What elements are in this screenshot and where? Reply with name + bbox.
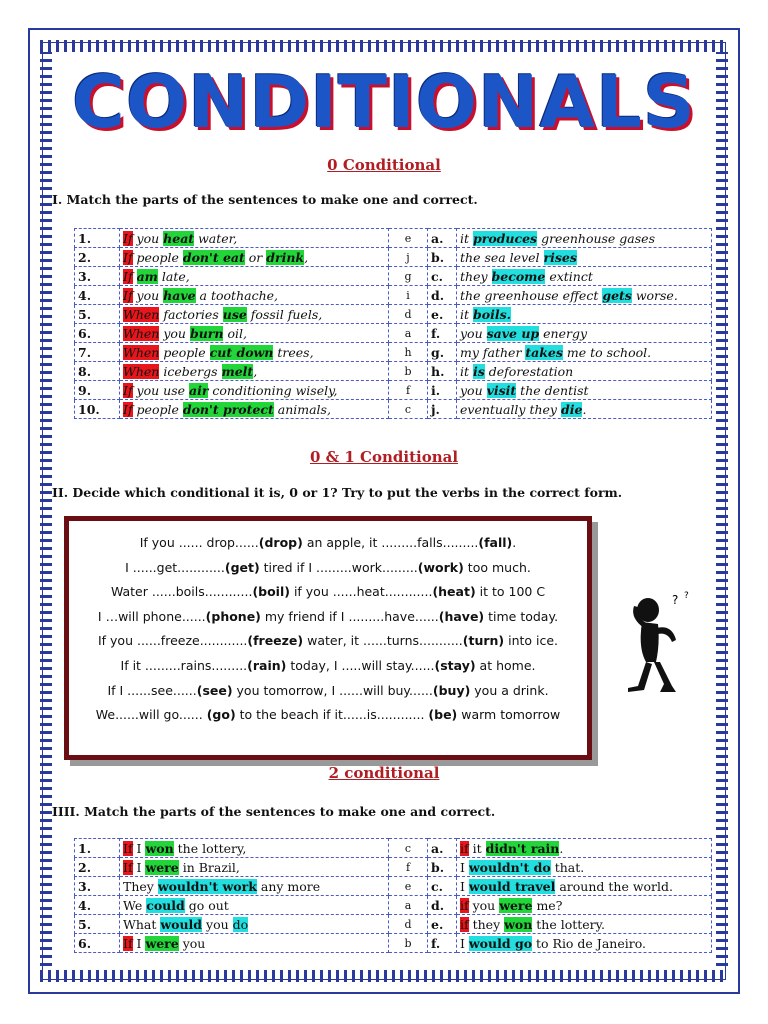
sentence-part: if you ......heat............ [289,584,433,600]
sentence-part: I [132,935,146,951]
table-row [75,839,712,858]
sentence-part: If I ......see...... [107,682,197,698]
svg-text:?: ? [684,591,689,601]
sentence-part: were [145,859,179,875]
sentence-part: If you ...... drop...... [139,535,259,550]
sentence-part: cut down [209,344,274,360]
sentence-part: the greenhouse effect [460,287,603,303]
sentence-start [120,400,389,419]
sentence-part: We [123,897,147,913]
sentence-start [120,381,389,400]
table-row [75,915,712,934]
option-letter: c. [428,877,457,896]
sentence-part: worse. [631,287,678,303]
sentence-part: If [123,382,133,398]
row-number: 2. [75,248,120,267]
table-row [75,896,712,915]
row-number: 6. [75,934,120,953]
sentence-part: late, [157,268,190,284]
thinking-person-icon [620,588,700,698]
exercise-sentence [69,654,587,679]
answer-cell[interactable]: j [389,248,428,267]
verb-prompt: (have) [438,608,485,624]
sentence-start [120,343,389,362]
match-table-2 [74,838,712,953]
option-letter: a. [428,839,457,858]
answer-cell[interactable]: g [389,267,428,286]
sentence-start [120,229,389,248]
verb-prompt: (rain) [247,657,287,673]
sentence-part: in Brazil, [178,859,240,875]
sentence-part: the lottery. [532,916,606,932]
sentence-part: would [160,916,203,932]
row-number: 5. [75,915,120,934]
option-letter: b. [428,858,457,877]
sentence-part: people [159,344,210,360]
section-heading-0-conditional: 0 Conditional [327,156,441,174]
answer-cell[interactable]: d [389,915,428,934]
sentence-part: takes [525,344,563,360]
exercise-sentence [69,629,587,654]
match-table-1 [74,228,712,419]
sentence-part: you [468,897,500,913]
table-row [75,381,712,400]
row-number: 5. [75,305,120,324]
sentence-end [457,858,712,877]
sentence-part: They [123,878,158,894]
sentence-part: an apple, it .........falls......... [302,535,479,550]
sentence-part: If you ......freeze............ [97,633,248,649]
sentence-part: were [145,935,179,951]
sentence-part: the lottery, [173,840,247,856]
answer-cell[interactable]: h [389,343,428,362]
sentence-part: you use [132,382,189,398]
answer-cell[interactable]: b [389,934,428,953]
sentence-part: could [146,897,185,913]
sentence-part: me to school. [562,344,652,360]
sentence-part: would travel [468,878,556,894]
sentence-part: me? [532,897,563,913]
sentence-part: won [145,840,174,856]
sentence-part: fossil fuels, [246,306,323,322]
row-number: 3. [75,877,120,896]
sentence-part: you [159,325,190,341]
sentence-part: water, it ......turns........... [303,633,463,649]
sentence-part: you a drink. [470,682,549,698]
sentence-part: tired if I .........work......... [259,559,418,575]
sentence-end [457,229,712,248]
sentence-part: , [253,363,258,379]
exercise-sentence [69,556,587,581]
row-number: 8. [75,362,120,381]
option-letter: f. [428,934,457,953]
sentence-part: If [123,268,133,284]
verb-prompt: (work) [417,559,464,575]
section-heading-2-conditional: 2 conditional [328,764,440,782]
answer-cell[interactable]: c [389,839,428,858]
sentence-part: you [178,935,206,951]
sentence-part: they [468,916,505,932]
sentence-start [120,286,389,305]
answer-cell[interactable]: a [389,896,428,915]
sentence-part: you [460,325,487,341]
sentence-part: time today. [484,608,559,624]
sentence-part: drink [266,249,305,265]
sentence-part: save up [486,325,540,341]
sentence-end [457,934,712,953]
answer-cell[interactable]: d [389,305,428,324]
verb-prompt: (stay) [434,657,476,673]
sentence-part: they [460,268,492,284]
sentence-part: or [244,249,267,265]
sentence-part: the sea level [460,249,544,265]
verb-prompt: (get) [224,559,260,575]
sentence-part: I [460,935,469,951]
sentence-part: , [304,249,309,265]
sentence-end [457,267,712,286]
sentence-start [120,839,389,858]
table-row [75,305,712,324]
option-letter: a. [428,229,457,248]
sentence-part: produces [473,230,538,246]
sentence-part: die [560,401,583,417]
verb-prompt: (buy) [432,682,471,698]
sentence-part: it [460,230,473,246]
sentence-part: if [460,916,469,932]
answer-cell[interactable]: e [389,877,428,896]
sentence-part: extinct [545,268,593,284]
answer-cell[interactable]: e [389,229,428,248]
table-row [75,324,712,343]
sentence-part: wouldn't do [468,859,551,875]
verb-prompt: (see) [196,682,233,698]
sentence-part: were [499,897,533,913]
answer-cell[interactable]: f [389,858,428,877]
verb-prompt: (be) [428,707,458,723]
sentence-part: that. [550,859,585,875]
sentence-part: my father [460,344,526,360]
sentence-part: When [123,363,160,379]
option-letter: d. [428,286,457,305]
sentence-start [120,915,389,934]
sentence-end [457,248,712,267]
sentence-end [457,381,712,400]
table-row [75,400,712,419]
sentence-start [120,877,389,896]
verb-prompt: (drop) [258,535,303,550]
sentence-part: didn't rain [485,840,560,856]
sentence-part: boils. [473,306,511,322]
sentence-part: you [132,230,164,246]
sentence-part: burn [189,325,224,341]
sentence-part: you [460,382,487,398]
option-letter: h. [428,362,457,381]
sentence-part: . [512,535,517,550]
table-row [75,286,712,305]
sentence-part: gets [602,287,632,303]
sentence-part: . [559,840,564,856]
instruction-3: IIII. Match the parts of the sentences to make one and correct. [52,804,496,819]
row-number: 3. [75,267,120,286]
answer-cell[interactable]: b [389,362,428,381]
sentence-part: warm tomorrow [457,707,561,723]
table-row [75,343,712,362]
sentence-part: Water ......boils............ [110,584,253,600]
sentence-part: a toothache, [195,287,278,303]
answer-cell[interactable]: i [389,286,428,305]
sentence-part: If it .........rains......... [120,657,248,673]
sentence-part: don't protect [182,401,274,417]
sentence-part: When [123,325,160,341]
sentence-part: the dentist [516,382,589,398]
sentence-part: heat [163,230,195,246]
exercise-sentence [69,605,587,630]
sentence-part: too much. [463,559,531,575]
table-row [75,858,712,877]
option-letter: f. [428,324,457,343]
sentence-part: . [582,401,587,417]
sentence-part: into ice. [504,633,559,649]
sentence-part: trees, [273,344,314,360]
sentence-part: people [132,401,183,417]
option-letter: c. [428,267,457,286]
sentence-part: is [473,363,485,379]
option-letter: e. [428,915,457,934]
sentence-part: If [123,401,133,417]
row-number: 9. [75,381,120,400]
sentence-part: I [460,859,469,875]
sentence-part: What [123,916,161,932]
sentence-part: you tomorrow, I ......will buy...... [232,682,433,698]
sentence-part: eventually they [460,401,561,417]
exercise-sentence [69,703,587,728]
sentence-part: use [222,306,247,322]
sentence-end [457,362,712,381]
sentence-part: it [460,363,473,379]
verb-prompt: (turn) [462,633,505,649]
sentence-part: animals, [273,401,331,417]
option-letter: j. [428,400,457,419]
sentence-part: it [460,306,473,322]
sentence-part: I ......get............ [125,559,225,575]
sentence-part: I [132,859,146,875]
sentence-part: go out [184,897,229,913]
sentence-start [120,858,389,877]
sentence-part: We......will go...... [95,707,207,723]
sentence-part: won [504,916,533,932]
sentence-part: today, I .....will stay...... [286,657,435,673]
table-row [75,248,712,267]
sentence-part: conditioning wisely, [208,382,338,398]
sentence-part: around the world. [555,878,673,894]
sentence-part: to Rio de Janeiro. [532,935,646,951]
section-heading-0-1-conditional: 0 & 1 Conditional [309,448,459,466]
sentence-part: I …will phone...... [97,608,206,624]
sentence-end [457,915,712,934]
sentence-part: factories [159,306,223,322]
instruction-1: I. Match the parts of the sentences to make one and correct. [52,192,478,207]
sentence-start [120,324,389,343]
sentence-part: to the beach if it......is............ [235,707,429,723]
sentence-end [457,324,712,343]
answer-cell[interactable]: c [389,400,428,419]
sentence-part: I [460,878,469,894]
sentence-part: water, [194,230,238,246]
sentence-part: wouldn't work [157,878,257,894]
sentence-part: my friend if I .........have...... [260,608,439,624]
row-number: 10. [75,400,120,419]
row-number: 4. [75,896,120,915]
option-letter: b. [428,248,457,267]
answer-cell[interactable]: a [389,324,428,343]
sentence-part: don't eat [182,249,245,265]
row-number: 7. [75,343,120,362]
answer-cell[interactable]: f [389,381,428,400]
exercise-sentence [69,679,587,704]
sentence-part: any more [256,878,321,894]
sentence-start [120,267,389,286]
row-number: 1. [75,229,120,248]
verb-prompt: (phone) [205,608,261,624]
sentence-end [457,400,712,419]
page-title: CONDITIONALS [72,60,696,144]
instruction-2: II. Decide which conditional it is, 0 or 1? Try to put the verbs in the correct form. [52,485,623,500]
verb-prompt: (fall) [478,535,513,550]
sentence-part: If [123,249,133,265]
verb-prompt: (freeze) [247,633,304,649]
sentence-part: at home. [475,657,536,673]
sentence-end [457,305,712,324]
sentence-start [120,896,389,915]
sentence-part: air [189,382,209,398]
option-letter: i. [428,381,457,400]
sentence-part: oil, [223,325,247,341]
table-row [75,362,712,381]
sentence-part: you [202,916,233,932]
exercise-sentence [69,580,587,605]
sentence-part: have [163,287,196,303]
exercise-box [64,516,592,760]
sentence-part: melt [221,363,254,379]
sentence-part: energy [539,325,588,341]
sentence-part: If [123,287,133,303]
option-letter: d. [428,896,457,915]
sentence-part: When [123,344,160,360]
sentence-part: would go [468,935,533,951]
sentence-part: visit [486,382,517,398]
sentence-part: if [460,897,469,913]
sentence-end [457,877,712,896]
row-number: 2. [75,858,120,877]
sentence-end [457,896,712,915]
sentence-part: it to 100 C [475,584,546,600]
verb-prompt: (heat) [432,584,476,600]
table-row [75,877,712,896]
sentence-part: If [123,840,133,856]
option-letter: g. [428,343,457,362]
sentence-start [120,248,389,267]
sentence-part: if [460,840,469,856]
exercise-sentence [69,531,587,556]
sentence-end [457,286,712,305]
sentence-part: If [123,859,133,875]
row-number: 1. [75,839,120,858]
sentence-start [120,362,389,381]
sentence-part: it [468,840,486,856]
sentence-part: icebergs [159,363,222,379]
verb-prompt: (boil) [252,584,290,600]
sentence-part: am [136,268,158,284]
table-row [75,934,712,953]
sentence-part: people [132,249,183,265]
sentence-part: become [491,268,546,284]
sentence-start [120,305,389,324]
sentence-part: If [123,230,133,246]
sentence-part: If [123,935,133,951]
verb-prompt: (go) [206,707,236,723]
row-number: 6. [75,324,120,343]
svg-text:?: ? [672,593,679,607]
option-letter: e. [428,305,457,324]
sentence-part: rises [543,249,577,265]
sentence-start [120,934,389,953]
sentence-part: deforestation [484,363,574,379]
sentence-part: When [123,306,160,322]
table-row [75,229,712,248]
sentence-end [457,343,712,362]
sentence-end [457,839,712,858]
table-row [75,267,712,286]
row-number: 4. [75,286,120,305]
sentence-part: do [232,916,249,932]
sentence-part [133,269,137,284]
sentence-part: I [132,840,146,856]
sentence-part: greenhouse gases [537,230,655,246]
sentence-part: you [132,287,164,303]
